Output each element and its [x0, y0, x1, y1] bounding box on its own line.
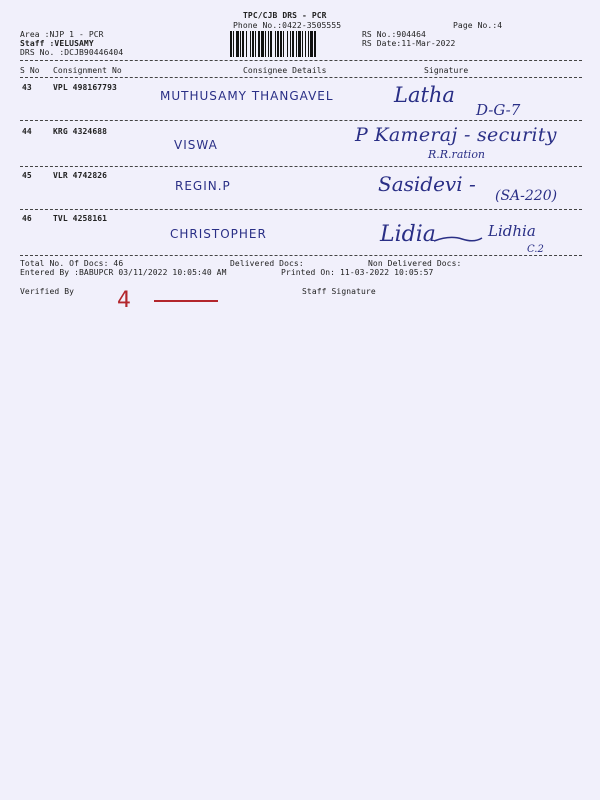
handwritten-count: 4: [117, 288, 131, 313]
row-consignment: KRG 4324688: [53, 127, 108, 136]
printed-on: Printed On: 11-03-2022 10:05:57: [281, 268, 434, 277]
row-divider: [20, 255, 582, 256]
row-sno: 45: [22, 171, 32, 180]
row-consignment: VPL 498167793: [53, 83, 117, 92]
row-divider: [20, 120, 582, 121]
row-signature-note-2: C.2: [527, 244, 544, 255]
row-signature-note: (SA-220): [495, 188, 558, 204]
delivered-docs: Delivered Docs:: [230, 259, 304, 268]
non-delivered-docs: Non Delivered Docs:: [368, 259, 462, 268]
row-consignee: REGIN.P: [175, 179, 231, 193]
row-sno: 46: [22, 214, 32, 223]
row-divider: [20, 209, 582, 210]
header-divider-top: [20, 60, 582, 61]
row-consignment: VLR 4742826: [53, 171, 108, 180]
row-signature-note: R.R.ration: [428, 148, 486, 161]
row-sno: 43: [22, 83, 32, 92]
barcode-image: [230, 31, 348, 57]
col-header-consignment: Consignment No: [53, 66, 122, 75]
row-signature: Lidia: [380, 222, 436, 247]
row-sno: 44: [22, 127, 32, 136]
area-field: Area :NJP 1 - PCR: [20, 30, 104, 39]
row-consignee: VISWA: [174, 138, 218, 152]
entered-by: Entered By :BABUPCR 03/11/2022 10:05:40 AM: [20, 268, 227, 277]
row-divider: [20, 166, 582, 167]
rs-date: RS Date:11-Mar-2022: [362, 39, 456, 48]
rs-number: RS No.:904464: [362, 30, 426, 39]
row-consignee: CHRISTOPHER: [170, 227, 267, 241]
drs-number: DRS No. :DCJB90446404: [20, 48, 124, 57]
row-signature: P Kameraj - security: [355, 124, 557, 146]
signature-stroke: [432, 232, 484, 246]
barcode-bar: [316, 31, 317, 57]
row-signature: Sasidevi -: [378, 172, 476, 196]
row-signature-note: Lidhia: [488, 222, 536, 240]
page-number: Page No.:4: [453, 21, 503, 30]
header-divider-bottom: [20, 77, 582, 78]
col-header-consignee: Consignee Details: [243, 66, 327, 75]
phone-number: Phone No.:0422-3505555: [233, 21, 342, 30]
staff-signature-label: Staff Signature: [302, 287, 376, 296]
row-signature: Latha: [394, 83, 455, 107]
row-consignment: TVL 4258161: [53, 214, 108, 223]
handwritten-dash: [154, 300, 218, 302]
document-title: TPC/CJB DRS - PCR: [243, 11, 327, 20]
total-docs: Total No. Of Docs: 46: [20, 259, 124, 268]
verified-by-label: Verified By: [20, 287, 75, 296]
col-header-sno: S No: [20, 66, 40, 75]
row-consignee: MUTHUSAMY THANGAVEL: [160, 89, 334, 103]
col-header-signature: Signature: [424, 66, 469, 75]
staff-field: Staff :VELUSAMY: [20, 39, 94, 48]
row-signature-note: D-G-7: [476, 101, 521, 119]
